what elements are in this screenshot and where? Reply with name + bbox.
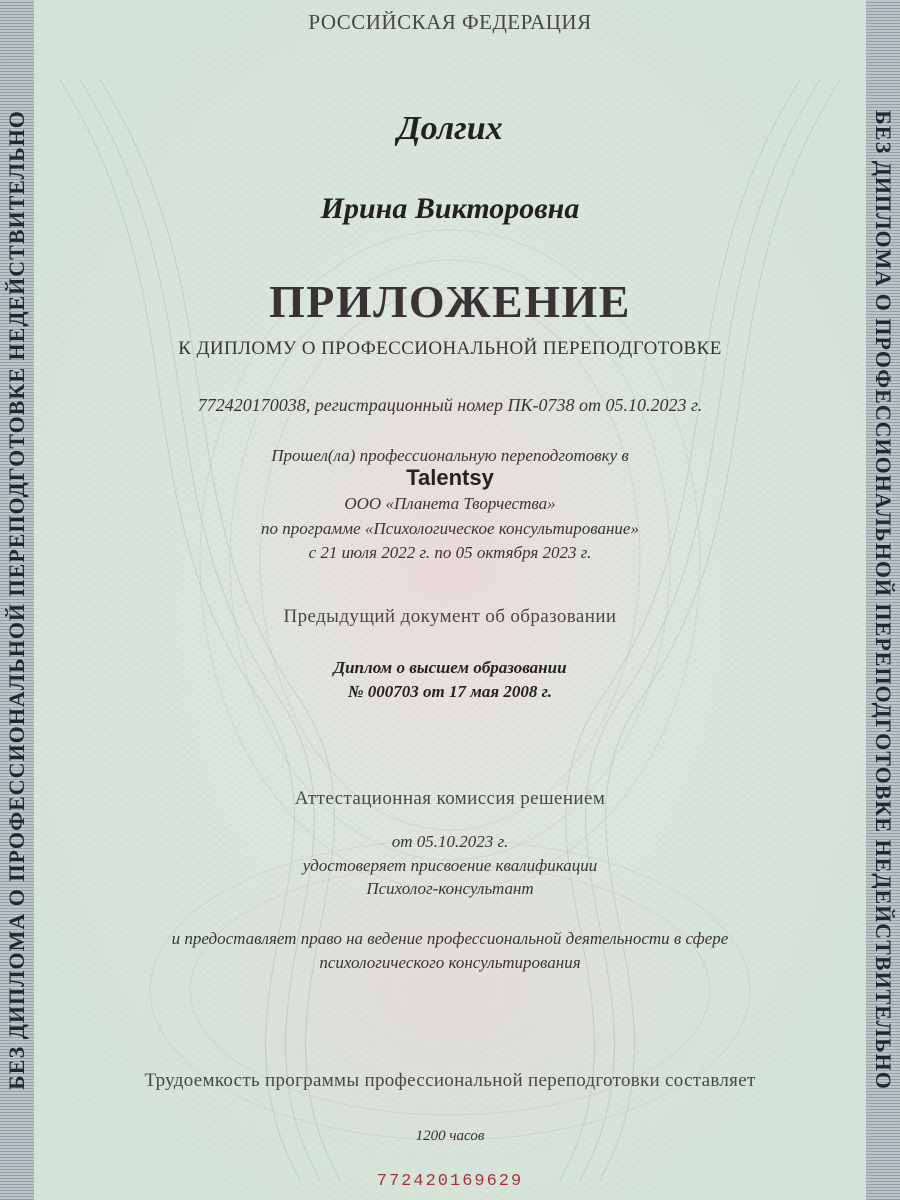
commission-label: Аттестационная комиссия решением <box>294 788 606 809</box>
previous-education-document: Диплом о высшем образовании <box>333 658 567 677</box>
training-intro: Прошел(ла) профессиональную переподготовку в <box>271 446 629 465</box>
training-organization: ООО «Планета Творчества» <box>344 494 556 513</box>
document-title: ПРИЛОЖЕНИЕ <box>269 276 631 327</box>
previous-education-number: № 000703 от 17 мая 2008 г. <box>348 682 552 701</box>
holder-surname: Долгих <box>397 110 503 147</box>
serial-number: 772420169629 <box>376 1172 524 1191</box>
document-subtitle: К ДИПЛОМУ О ПРОФЕССИОНАЛЬНОЙ ПЕРЕПОДГОТОВКЕ <box>178 338 722 359</box>
commission-certifies: удостоверяет присвоение квалификации <box>302 856 598 875</box>
training-brand: Talentsy <box>406 465 494 490</box>
workload-hours: 1200 часов <box>415 1128 485 1144</box>
rights-line-1: и предоставляет право на ведение профессиональной деятельности в сфере <box>171 929 729 948</box>
qualification-title: Психолог-консультант <box>366 879 534 898</box>
country-header: РОССИЙСКАЯ ФЕДЕРАЦИЯ <box>308 10 592 34</box>
registration-number: 772420170038, регистрационный номер ПК-0738 от 05.10.2023 г. <box>197 395 703 415</box>
previous-education-label: Предыдущий документ об образовании <box>283 606 617 627</box>
commission-decision-date: от 05.10.2023 г. <box>391 832 509 851</box>
rights-line-2: психологического консультирования <box>319 953 581 972</box>
holder-given-names: Ирина Викторовна <box>320 192 580 225</box>
training-program: по программе «Психологическое консультирование» <box>261 519 639 538</box>
workload-label: Трудоемкость программы профессиональной переподготовки составляет <box>144 1070 756 1091</box>
right-margin-text: БЕЗ ДИПЛОМА О ПРОФЕССИОНАЛЬНОЙ ПЕРЕПОДГОТОВКЕ НЕДЕЙСТВИТЕЛЬНО <box>871 110 896 1090</box>
training-period: с 21 июля 2022 г. по 05 октября 2023 г. <box>308 543 592 562</box>
left-margin-text: БЕЗ ДИПЛОМА О ПРОФЕССИОНАЛЬНОЙ ПЕРЕПОДГОТОВКЕ НЕДЕЙСТВИТЕЛЬНО <box>4 110 29 1090</box>
